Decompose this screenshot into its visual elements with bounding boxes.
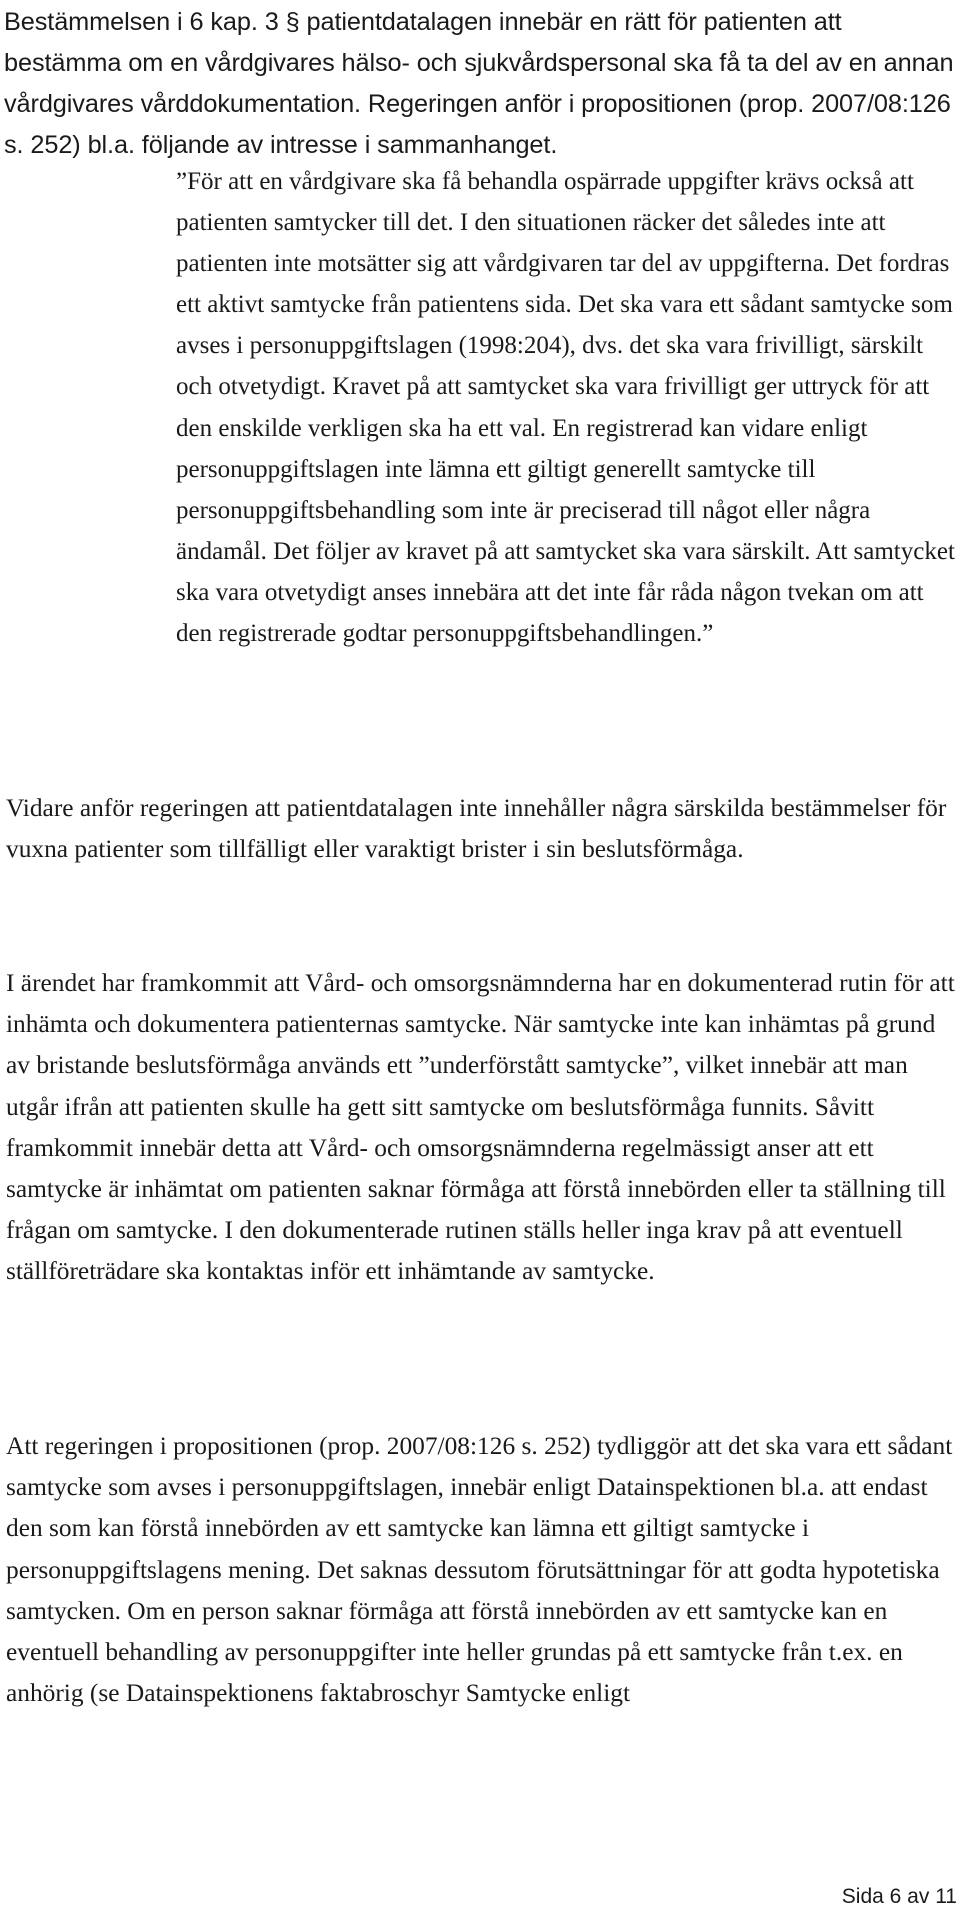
page-number: Sida 6 av 11 bbox=[841, 1885, 957, 1908]
paragraph-decision-capacity: Vidare anför regeringen att patientdatalagen inte innehåller några särskilda bestämmelser för vuxna patienter som tillfälligt eller varaktigt brister i sin beslutsförmåga. bbox=[6, 794, 947, 864]
paragraph-datainspektionen: Att regeringen i propositionen (prop. 2007/08:126 s. 252) tydliggör att det ska vara ett sådant samtycke som avses i personuppgiftslagen, innebär enligt Datainspektionen bl.a. att endast den som kan förstå innebörden av ett samtycke kan lämna ett giltigt samtycke i personuppgiftslagens mening. Det saknas dessutom förutsättningar för att godta hypotetiska samtycken. Om en person saknar förmåga att förstå innebörden av ett samtycke kan en eventuell behandling av personuppgifter inte heller grundas på ett samtycke från t.ex. en anhörig (se Datainspektionens faktabroschyr Samtycke enligt bbox=[6, 1432, 953, 1708]
paragraph-routine: I ärendet har framkommit att Vård- och omsorgsnämnderna har en dokumenterad rutin för att inhämta och dokumentera patienternas samtycke. När samtycke inte kan inhämtas på grund av bristande beslutsförmåga används ett ”underförstått samtycke”, vilket innebär att man utgår ifrån att patienten skulle ha gett sitt samtycke om beslutsförmåga funnits. Såvitt framkommit innebär detta att Vård- och omsorgsnämnderna regelmässigt anser att ett samtycke är inhämtat om patienten saknar förmåga att förstå innebörden eller ta ställning till frågan om samtycke. I den dokumenterade rutinen ställs heller inga krav på att eventuell ställföreträdare ska kontaktas inför ett inhämtande av samtycke. bbox=[6, 969, 955, 1286]
quoted-passage: ”För att en vårdgivare ska få behandla ospärrade uppgifter krävs också att patienten samtycker till det. I den situationen räcker det således inte att patienten inte motsätter sig att vårdgivaren tar del av uppgifterna. Det fordras ett aktivt samtycke från patientens sida. Det ska vara ett sådant samtycke som avses i personuppgiftslagen (1998:204), dvs. det ska vara frivilligt, särskilt och otvetydigt. Kravet på att samtycket ska vara frivilligt ger uttryck för att den enskilde verkligen ska ha ett val. En registrerad kan vidare enligt personuppgiftslagen inte lämna ett giltigt generellt samtycke till personuppgiftsbehandling som inte är preciserad till något eller några ändamål. Det följer av kravet på att samtycket ska vara särskilt. Att samtycket ska vara otvetydigt anses innebära att det inte får råda någon tvekan om att den registrerade godtar personuppgiftsbehandlingen.” bbox=[176, 168, 955, 648]
intro-paragraph: Bestämmelsen i 6 kap. 3 § patientdatalagen innebär en rätt för patienten att bestämma om en vårdgivares hälso- och sjukvårdspersonal ska få ta del av en annan vårdgivares vårddokumentation. Regeringen anför i propositionen (prop. 2007/08:126 s. 252) bl.a. följande av intresse i sammanhanget. bbox=[4, 8, 954, 159]
